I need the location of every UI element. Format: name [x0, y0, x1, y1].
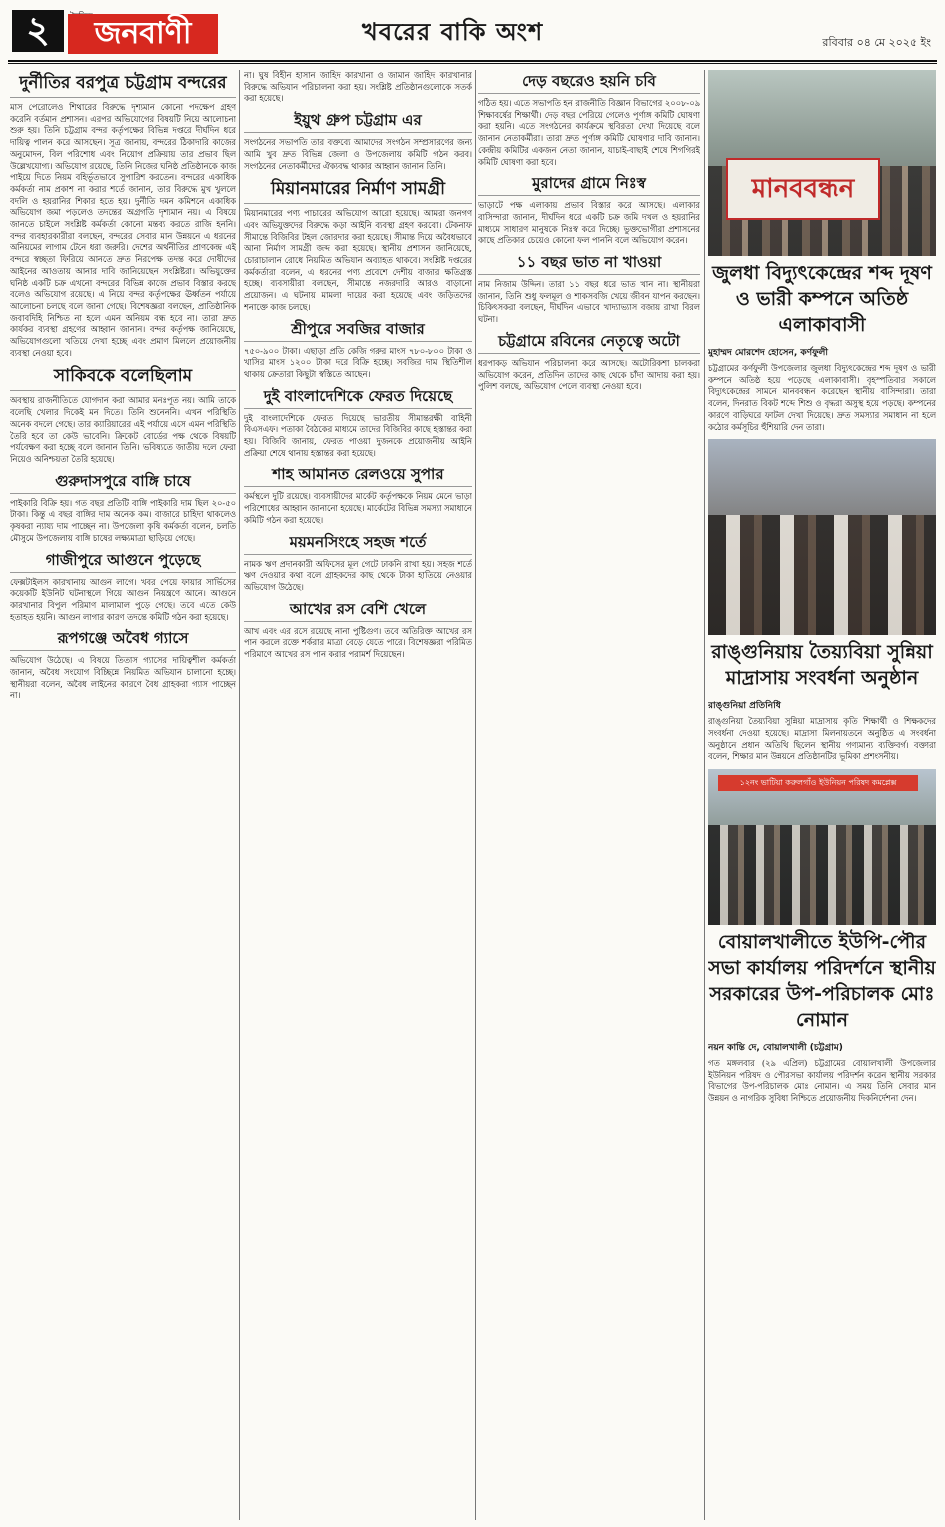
visit-photo — [708, 769, 936, 925]
story-body: দুই বাংলাদেশিকে ফেরত দিয়েছে ভারতীয় সীমান্তরক্ষী বাহিনী বিএসএফ। পতাকা বৈঠকের মাধ্যমে তাদের বিজিবির কাছে হস্তান্তর করা হয়। বিজিবি জানায়, ফেরত পাওয়া দুজনকে প্রয়োজনীয় আইনি প্রক্রিয়া শেষে থানায় হস্তান্তর করা হয়েছে। — [244, 412, 472, 458]
column-divider — [704, 70, 705, 1520]
story-byline: রাঙ্গুনিয়া প্রতিনিধি — [708, 701, 781, 712]
story-headline: ১১ বছর ভাত না খাওয়া — [478, 253, 700, 275]
story-body: কর্মস্থলে দুটি রয়েছে। ব্যবসায়ীদের মার্কেট কর্তৃপক্ষকে নিয়ম মেনে ভাড়া পরিশোধের আহ্বান জানানো হয়েছে। মার্কেটের বিভিন্ন সমস্যা সমাধানে কমিটি গঠন করা হয়েছে। — [244, 491, 472, 525]
story-headline: দুই বাংলাদেশিকে ফেরত দিয়েছে — [244, 387, 472, 409]
story-gazipur-fire — [10, 551, 236, 624]
story-body: আখ এবং এর রসে রয়েছে নানা পুষ্টিগুণ। তবে অতিরিক্ত আখের রস পান করলে রক্তে শর্করার মাত্রা বেড়ে যেতে পারে। বিশেষজ্ঞরা পরিমিত পরিমাণে আখের রস পান করার পরামর্শ দিয়েছেন। — [244, 625, 472, 660]
column-2 — [244, 70, 472, 1520]
story-juldha-power — [708, 70, 936, 433]
story-headline: দেড় বছরেও হয়নি চবি — [478, 72, 700, 94]
story-mymensingh — [244, 533, 472, 594]
column-divider — [475, 70, 476, 1520]
story-youth-group — [244, 111, 472, 172]
story-body: গত মঙ্গলবার (২৯ এপ্রিল) চট্টগ্রামের বোয়ালখালী উপজেলার ইউনিয়ন পরিষদ ও পৌরসভা কার্যালয় পরিদর্শন করেন স্থানীয় সরকার বিভাগের উপ-পরিচালক মোঃ নোমান। এ সময় তিনি সেবার মান উন্নয়ন ও নাগরিক সুবিধা নিশ্চিতে প্রয়োজনীয় দিকনির্দেশনা দেন। — [708, 1058, 936, 1104]
story-body: মিয়ানমারের পণ্য পাচারের অভিযোগ আরো হয়েছে। আমরা জনগণ এবং অভিযুক্তদের বিরুদ্ধে কড়া আইনি ব্যবস্থা গ্রহণ করবো। টেকনাফ সীমান্তে বিজিবির টহল জোরদার করা হয়েছে। সীমান্ত দিয়ে অবৈধভাবে আনা নির্মাণ সামগ্রী জব্দ করা হয়েছে। স্থানীয় প্রশাসন জানিয়েছে, চোরাচালান রোধে নিয়মিত অভিযান অব্যাহত থাকবে। সংশ্লিষ্ট দপ্তরের কর্মকর্তারা বলেন, এ ধরনের পণ্য প্রবেশে দেশীয় বাজার ক্ষতিগ্রস্ত হচ্ছে। ব্যবসায়ীরা বলছেন, সীমান্তে নজরদারি আরও বাড়ানো প্রয়োজন। এ ঘটনায় মামলা দায়ের করা হয়েছে এবং জড়িতদের শনাক্তে কাজ চলছে। — [244, 208, 472, 312]
story-port-corruption — [10, 72, 236, 359]
story-headline: ইয়ুথ গ্রুপ চট্টগ্রাম এর — [244, 111, 472, 133]
story-body: ধরপাকড় অভিযান পরিচালনা করে আসছে। অটোরিকশা চালকরা অভিযোগ করেন, প্রতিদিন তাদের কাছ থেকে চাঁদা আদায় করা হয়। পুলিশ বলছে, অভিযোগ পেলে ব্যবস্থা নেওয়া হবে। — [478, 357, 700, 392]
story-headline: দুর্নীতির বরপুত্র চট্টগ্রাম বন্দরের — [10, 72, 236, 98]
top-rule — [8, 60, 937, 62]
story-body: ভাড়াটে পক্ষ এলাকায় প্রভাব বিস্তার করে আসছে। এলাকার বাসিন্দারা জানান, দীর্ঘদিন ধরে একটি চক্র জমি দখল ও হয়রানির মাধ্যমে সাধারণ মানুষকে নিঃস্ব করে দিচ্ছে। ভুক্তভোগীরা প্রশাসনের কাছে প্রতিকার চেয়েও কোনো ফল পাননি বলে অভিযোগ করেন। — [478, 200, 700, 246]
story-body: মাস পেরোলেও শিথারের বিরুদ্ধে দৃশ্যমান কোনো পদক্ষেপ গ্রহণ করেনি বর্তমান প্রশাসন। এরপর অভিযোগের বিষয়টি নিয়ে আলোচনা শুরু হয়। তিনি চট্টগ্রাম বন্দর কর্তৃপক্ষের বিভিন্ন দপ্তরে দীর্ঘদিন ধরে দায়িত্ব পালন করে আসছেন। সূত্র জানায়, বন্দরের ঠিকাদারি কাজের অনুমোদন, বিল পরিশোধ এবং নিয়োগ প্রক্রিয়ায় তার প্রভাব ছিল উল্লেখযোগ্য। অভিযোগ রয়েছে, তিনি নিজের ঘনিষ্ঠ প্রতিষ্ঠানকে কাজ পাইয়ে দিতে নিয়ম বহির্ভূতভাবে সুপারিশ করতেন। বন্দরের একাধিক কর্মকর্তা নাম প্রকাশ না করার শর্তে জানান, তার বিরুদ্ধে মুখ খুললে বদলি ও হয়রানির শিকার হতে হয়। দুর্নীতি দমন কমিশনে একাধিক অভিযোগ জমা পড়লেও তদন্তের অগ্রগতি দৃশ্যমান নয়। এ বিষয়ে জানতে চাইলে সংশ্লিষ্ট কর্মকর্তা কোনো মন্তব্য করতে রাজি হননি। বন্দর ব্যবহারকারীরা বলছেন, বন্দরের সেবার মান উন্নয়নে এ ধরনের অনিয়মের লাগাম টেনে ধরা জরুরি। দেশের অর্থনীতির প্রাণকেন্দ্র এই বন্দরে স্বচ্ছতা ফিরিয়ে আনতে দ্রুত নিরপেক্ষ তদন্ত করে দোষীদের আইনের আওতায় আনার দাবি জানিয়েছেন সংশ্লিষ্টরা। অভিযুক্তের ঘনিষ্ঠ একটি চক্র এখনো বন্দরের বিভিন্ন কাজে প্রভাব বিস্তার করছে বলেও অভিযোগ রয়েছে। এ নিয়ে বন্দর কর্তৃপক্ষের ঊর্ধ্বতন পর্যায়ে আলোচনা চলছে বলে জানা গেছে। বিশেষজ্ঞরা বলছেন, প্রাতিষ্ঠানিক জবাবদিহি নিশ্চিত না হলে এমন অনিয়ম বন্ধ হবে না। তারা দ্রুত কার্যকর ব্যবস্থা গ্রহণের আহ্বান জানান। বন্দর কর্তৃপক্ষ জানিয়েছে, অভিযোগগুলো খতিয়ে দেখা হচ্ছে এবং প্রমাণ মিললে প্রয়োজনীয় ব্যবস্থা নেওয়া হবে। — [10, 102, 236, 358]
story-boalkhali-visit — [708, 769, 936, 1105]
ceremony-photo — [708, 439, 936, 635]
story-body: অবস্থায় রাজনীতিতে যোগদান করা আমার মনঃপূত নয়। আমি তাকে বলেছি খেলার দিকেই মন দিতে। তিনি শুনেননি। এখন পরিস্থিতি অনেক বদলে গেছে। তার ক্যারিয়ারের এই পর্যায়ে এসে এমন পরিস্থিতি তৈরি হবে তা কেউ ভাবেনি। ক্রিকেট বোর্ডের পক্ষ থেকে বিষয়টি পর্যবেক্ষণ করা হচ্ছে বলে জানান তিনি। ভবিষ্যতে জাতীয় দলে ফেরা নিয়েও অনিশ্চয়তা তৈরি হয়েছে। — [10, 395, 236, 464]
section-title: খবরের বাকি অংশ — [362, 18, 544, 46]
story-headline: রূপগঞ্জে অবৈধ গ্যাসে — [10, 629, 236, 651]
page-number: ২ — [12, 10, 64, 52]
column-4 — [708, 70, 936, 1520]
masthead — [0, 0, 945, 62]
story-no-rice — [478, 253, 700, 326]
story-headline: শাহ আমানত রেলওয়ে সুপার — [244, 465, 472, 487]
dateline: রবিবার ০৪ মে ২০২৫ ইং — [822, 36, 931, 49]
story-body: সংগঠনের সভাপতি তার বক্তব্যে আমাদের সংগঠন সম্প্রসারণের জন্য আমি খুব দ্রুত বিভিন্ন জেলা ও উপজেলায় কমিটি গঠন করব। সংগঠনের নেতাকর্মীদের ঐক্যবদ্ধ থাকার আহ্বান জানান তিনি। — [244, 137, 472, 171]
story-shah-amanat — [244, 465, 472, 526]
story-headline: গুরুদাসপুরে বাঙ্গি চাষে — [10, 472, 236, 494]
story-body: নাম নিজাম উদ্দিন। তারা ১১ বছর ধরে ভাত খান না। স্থানীয়রা জানান, তিনি শুধু ফলমূল ও শাকসবজি খেয়ে জীবন যাপন করছেন। চিকিৎসকরা বলছেন, দীর্ঘদিন এভাবে খাদ্যাভ্যাস বজায় রাখা বিরল ঘটনা। — [478, 279, 700, 325]
story-sugarcane — [244, 600, 472, 661]
story-headline: চট্টগ্রামে রবিনের নেতৃত্বে অটো — [478, 332, 700, 354]
story-body: গঠিত হয়। এতে সভাপতি হন রাজনীতি বিজ্ঞান বিভাগের ২০০৮-০৯ শিক্ষাবর্ষের শিক্ষার্থী। দেড় বছর পেরিয়ে গেলেও পূর্ণাঙ্গ কমিটি ঘোষণা করা হয়নি। এতে সংগঠনের কার্যক্রমে স্থবিরতা দেখা দিয়েছে বলে জানান নেতাকর্মীরা। তারা দ্রুত পূর্ণাঙ্গ কমিটি ঘোষণার দাবি জানান। কেন্দ্রীয় কমিটির একজন নেতা জানান, যাচাই-বাছাই শেষে শিগগিরই কমিটি ঘোষণা করা হবে। — [478, 98, 700, 167]
story-body: না। ঘুষ বিহীন হাসান জাহিদ কারখানা ও জামান জাহিদ কারখানার বিরুদ্ধে অভিযান পরিচালনা করা হয়। সংশ্লিষ্ট প্রতিষ্ঠানগুলোকে সতর্ক করা হয়েছে। — [244, 70, 472, 104]
story-sreepur-market — [244, 320, 472, 381]
ceremony-image — [708, 515, 936, 635]
story-gurudaspur — [10, 472, 236, 545]
top-rule-thin — [8, 63, 937, 64]
story-ctg-auto — [478, 332, 700, 393]
story-headline: জুলধা বিদ্যুৎকেন্দ্রের শব্দ দূষণ ও ভারী কম্পনে অতিষ্ঠ এলাকাবাসী — [712, 262, 932, 336]
story-rangunia-madrasa — [708, 439, 936, 763]
story-headline: সাকিবকে বলেছিলাম — [10, 365, 236, 391]
story-headline: শ্রীপুরে সবজির বাজার — [244, 320, 472, 342]
story-headline: রাঙ্গুনিয়ায় তৈয়্যবিয়া সুন্নিয়া মাদ্রাসায় সংবর্ধনা অনুষ্ঠান — [711, 641, 933, 690]
story-body: পাইকারি বিক্রি হয়। গত বছর প্রতিটি বাঙ্গি পাইকারি দাম ছিল ২০-৫০ টাকা। কিন্তু এ বছর বাঙ্গির দাম অনেক কম। বাজারে চাহিদা থাকলেও কৃষকরা ন্যায্য দাম পাচ্ছেন না। উপজেলা কৃষি কর্মকর্তা বলেন, চলতি মৌসুমে উপজেলায় বাঙ্গি চাষের লক্ষ্যমাত্রা ছাড়িয়ে গেছে। — [10, 497, 236, 543]
story-body: অভিযোগ উঠেছে। এ বিষয়ে তিতাস গ্যাসের দায়িত্বশীল কর্মকর্তা জানান, অবৈধ সংযোগ বিচ্ছিন্নে নিয়মিত অভিযান চালানো হচ্ছে। স্থানীয়রা বলেন, অবৈধ লাইনের কারণে বৈধ গ্রাহকরা গ্যাস পাচ্ছেন না। — [10, 655, 236, 701]
story-body: ফেক্সটাইলস কারখানায় আগুন লাগে। খবর পেয়ে ফায়ার সার্ভিসের কয়েকটি ইউনিট ঘটনাস্থলে গিয়ে আগুন নিয়ন্ত্রণে আনে। আগুনে কারখানার বিপুল পরিমাণ মালামাল পুড়ে গেছে। তবে এতে কেউ হতাহত হয়নি। আগুন লাগার কারণ তদন্তে কমিটি গঠন করা হয়েছে। — [10, 576, 236, 622]
story-byline: নয়ন কান্তি দে, বোয়ালখালী (চট্টগ্রাম) — [708, 1043, 843, 1054]
story-byline: মুহাম্মদ মোরশেদ হোসেন, কর্ণফুলী — [708, 348, 828, 358]
column-divider — [239, 70, 240, 1520]
protest-banner: মানববন্ধন — [726, 158, 880, 220]
story-shakib — [10, 365, 236, 465]
story-bangladeshi-returned — [244, 387, 472, 460]
story-murad-village — [478, 174, 700, 247]
story-body: নামক ঋণ প্রদানকারী অফিসের মূল গেটে ঢাকনি রাখা হয়। সহজ শর্তে ঋণ দেওয়ার কথা বলে গ্রাহকদের কাছ থেকে টাকা হাতিয়ে নেওয়ার অভিযোগ উঠেছে। — [244, 558, 472, 592]
building-sign: ১২নং ভাটিয়া করুলগাঁও ইউনিয়ন পরিষদ কমপ্লেক্স — [718, 775, 918, 791]
story-headline: মুরাদের গ্রামে নিঃস্ব — [478, 174, 700, 196]
story-body: ৭৫০-৯০০ টাকা। এছাড়া প্রতি কেজি গরুর মাংস ৭৮০-৮০০ টাকা ও খাসির মাংস ১২০০ টাকা দরে বিক্রি হচ্ছে। সবজির দাম স্থিতিশীল থাকায় ক্রেতারা কিছুটা স্বস্তিতে আছেন। — [244, 345, 472, 379]
newspaper-logo: জনবাণী — [68, 14, 218, 54]
story-headline: ময়মনসিংহে সহজ শর্তে — [244, 533, 472, 555]
story-body: চট্টগ্রামের কর্ণফুলী উপজেলার জুলধা বিদ্যুৎকেন্দ্রের শব্দ দূষণ ও ভারী কম্পনে অতিষ্ঠ হয়ে পড়েছে এলাকাবাসী। বৃহস্পতিবার সকালে বিদ্যুৎকেন্দ্রের সামনে মানববন্ধন করেছেন স্থানীয় বাসিন্দারা। তারা বলেন, দিনরাত বিকট শব্দে শিশু ও বৃদ্ধরা অসুস্থ হয়ে পড়ছে। কম্পনের কারণে বাড়িঘরে ফাটল দেখা দিয়েছে। দ্রুত সমস্যার সমাধান না হলে কঠোর কর্মসূচির হুঁশিয়ারি দেন তারা। — [708, 363, 936, 432]
story-myanmar — [244, 178, 472, 313]
story-headline: মিয়ানমারের নির্মাণ সামগ্রী — [244, 178, 472, 204]
story-body: রাঙ্গুনিয়া তৈয়্যবিয়া সুন্নিয়া মাদ্রাসায় কৃতি শিক্ষার্থী ও শিক্ষকদের সংবর্ধনা দেওয়া হয়েছে। মাদ্রাসা মিলনায়তনে অনুষ্ঠিত এ সংবর্ধনা অনুষ্ঠানে প্রধান অতিথি ছিলেন স্থানীয় গণ্যমান্য ব্যক্তিবর্গ। বক্তারা বলেন, শিক্ষার মান উন্নয়নে প্রতিষ্ঠানটির ভূমিকা প্রশংসনীয়। — [708, 716, 936, 762]
story-continuation — [244, 70, 472, 105]
story-headline: বোয়ালখালীতে ইউপি-পৌর সভা কার্যালয় পরিদর্শনে স্থানীয় সরকারের উপ-পরিচালক মোঃ নোমান — [708, 931, 936, 1032]
story-headline: আখের রস বেশি খেলে — [244, 600, 472, 622]
group-image — [708, 825, 936, 925]
story-headline: গাজীপুরে আগুনে পুড়েছে — [10, 551, 236, 573]
protest-photo — [708, 70, 936, 256]
column-1 — [10, 70, 236, 1520]
story-cu-committee — [478, 72, 700, 168]
column-3 — [478, 70, 700, 1520]
story-rupganj-gas — [10, 629, 236, 702]
